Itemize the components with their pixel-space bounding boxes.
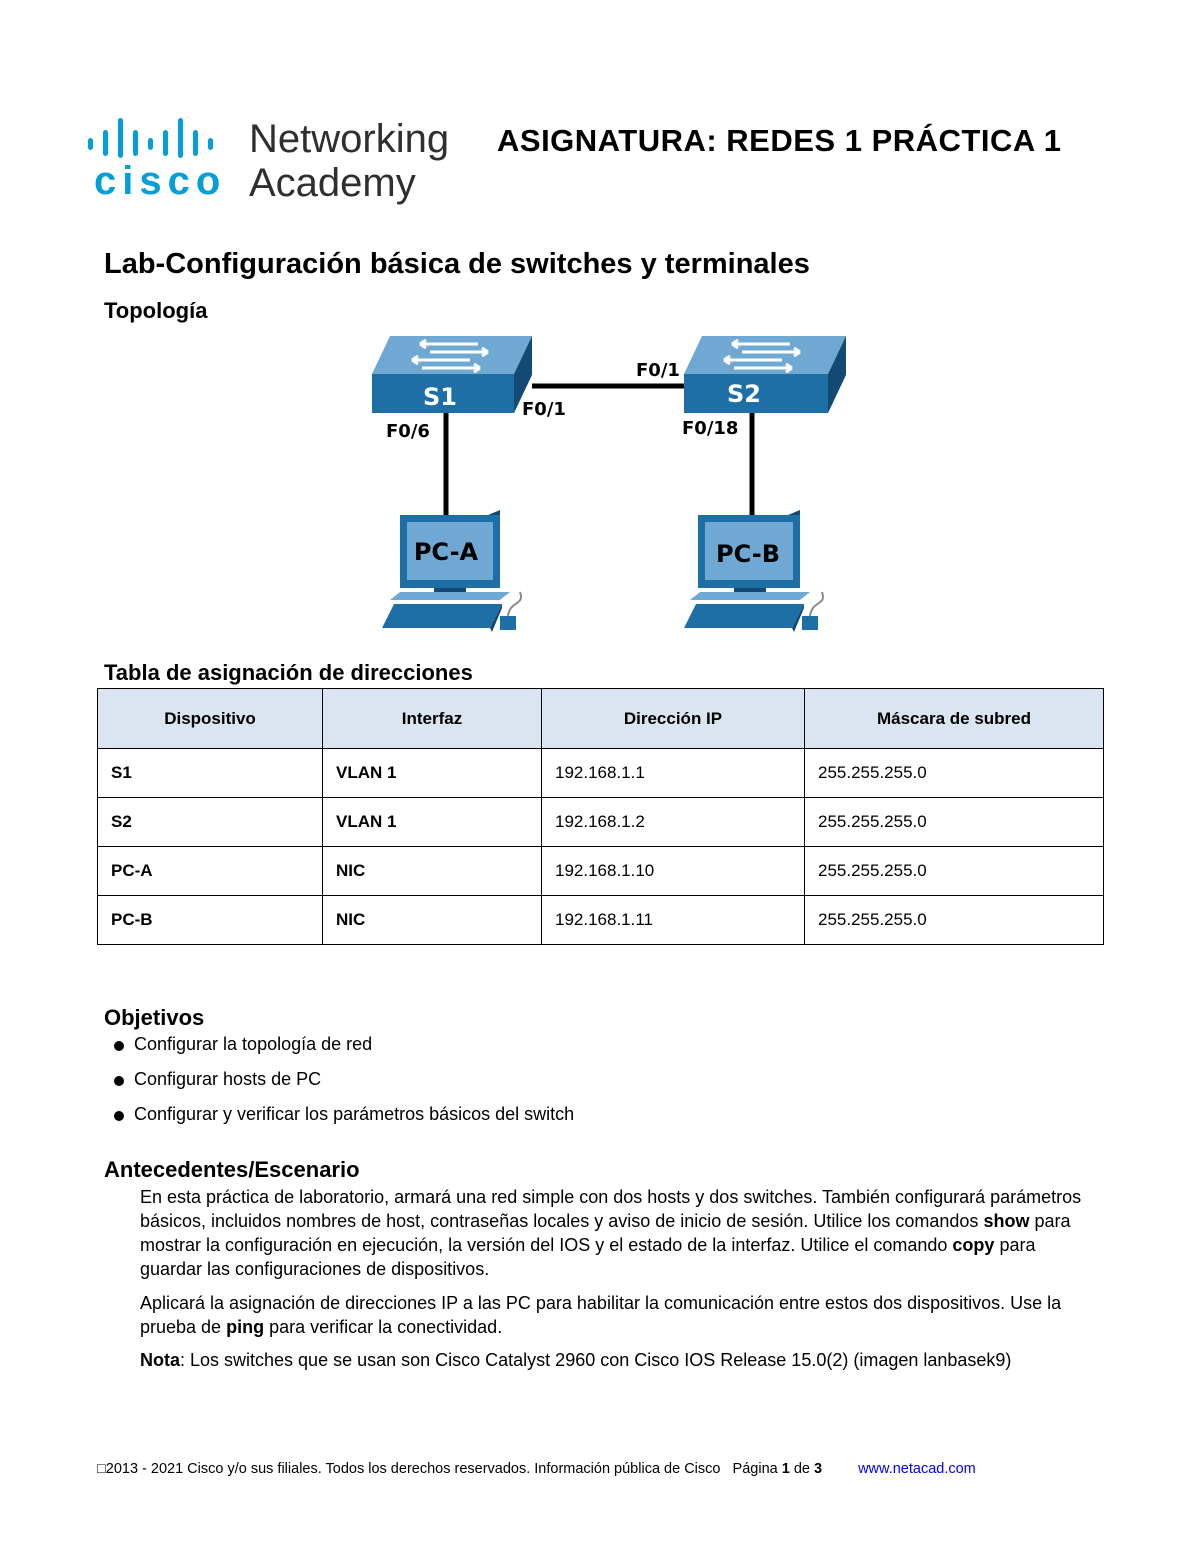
table-row xyxy=(98,798,1104,847)
netacad-link[interactable]: www.netacad.com xyxy=(858,1461,976,1477)
cell-mask: 255.255.255.0 xyxy=(805,749,1104,798)
switch-s1-label: S1 xyxy=(423,383,457,411)
switch-s1-icon xyxy=(372,336,532,413)
lab-title: Lab-Configuración básica de switches y terminales xyxy=(104,248,810,280)
cell-device: S2 xyxy=(98,798,323,847)
footer-page-prefix: Página xyxy=(732,1461,782,1477)
cisco-networking-academy-logo xyxy=(86,112,466,212)
command-copy: copy xyxy=(952,1235,995,1255)
cell-device: PC-A xyxy=(98,847,323,896)
objectives-heading: Objetivos xyxy=(104,1005,205,1030)
note-text: : Los switches que se usan son Cisco Catalyst 2960 con Cisco IOS Release 15.0(2) (imagen lanbasek9) xyxy=(180,1350,1012,1370)
text-run: En esta práctica de laboratorio, armará una red simple con dos hosts y dos switches. También configurará parámetros básicos, incluidos nombres de host, contraseñas locales y aviso de inicio de sesión. Utilice los comandos xyxy=(140,1187,1082,1231)
cell-device: S1 xyxy=(98,749,323,798)
table-row xyxy=(98,749,1104,798)
cell-ip: 192.168.1.2 xyxy=(542,798,805,847)
text-run: para mostrar la configuración en ejecución, la versión del IOS y el estado de la interfaz. Utilice el comando xyxy=(140,1211,1071,1255)
cell-device: PC-B xyxy=(98,896,323,945)
cisco-bars-icon xyxy=(88,118,213,158)
text-run: para guardar las configuraciones de dispositivos. xyxy=(140,1235,1036,1279)
column-header: Dirección IP xyxy=(542,689,805,749)
cell-interface: NIC xyxy=(323,847,542,896)
table-header-row xyxy=(98,689,1104,749)
cell-mask: 255.255.255.0 xyxy=(805,798,1104,847)
port-label-s1-s2: F0/1 xyxy=(522,399,566,420)
pc-b-icon xyxy=(684,510,823,632)
logo-line-networking: Networking xyxy=(249,117,450,161)
cisco-wordmark: cisco xyxy=(94,159,227,203)
address-table xyxy=(97,688,1104,945)
column-header: Interfaz xyxy=(323,689,542,749)
pc-b-label: PC-B xyxy=(715,540,781,568)
cell-interface: NIC xyxy=(323,896,542,945)
document-header-title: ASIGNATURA: REDES 1 PRÁCTICA 1 xyxy=(497,123,1062,158)
port-label-s2-pc: F0/18 xyxy=(682,418,739,439)
command-ping: ping xyxy=(226,1317,265,1337)
text-run: Aplicará la asignación de direcciones IP a las PC para habilitar la comunicación entre estos dos dispositivos. Use la prueba de xyxy=(140,1293,1062,1337)
text-run: para verificar la conectividad. xyxy=(264,1317,503,1337)
column-header: Máscara de subred xyxy=(805,689,1104,749)
page-footer xyxy=(97,1461,1097,1477)
background-paragraph-2 xyxy=(140,1291,1100,1339)
topology-diagram xyxy=(360,330,860,635)
port-label-s1-pc: F0/6 xyxy=(386,421,430,442)
switch-s2-label: S2 xyxy=(727,380,761,408)
command-show: show xyxy=(983,1211,1030,1231)
port-label-s2-s1: F0/1 xyxy=(636,360,680,381)
switch-s2-icon xyxy=(684,336,846,413)
note-label: Nota xyxy=(140,1350,180,1370)
background-paragraph-1 xyxy=(140,1185,1100,1281)
cell-ip: 192.168.1.1 xyxy=(542,749,805,798)
cell-ip: 192.168.1.11 xyxy=(542,896,805,945)
table-row xyxy=(98,896,1104,945)
cell-interface: VLAN 1 xyxy=(323,749,542,798)
logo-line-academy: Academy xyxy=(249,161,416,205)
note-paragraph xyxy=(140,1348,1100,1372)
cell-ip: 192.168.1.10 xyxy=(542,847,805,896)
footer-page-total: 3 xyxy=(814,1461,823,1477)
table-row xyxy=(98,847,1104,896)
list-item: Configurar la topología de red xyxy=(104,1030,574,1065)
footer-page-mid: de xyxy=(789,1461,814,1477)
list-item: Configurar hosts de PC xyxy=(104,1065,574,1100)
footer-page-number: 1 xyxy=(781,1461,790,1477)
cell-mask: 255.255.255.0 xyxy=(805,847,1104,896)
cell-mask: 255.255.255.0 xyxy=(805,896,1104,945)
topology-heading: Topología xyxy=(104,298,208,323)
list-item: Configurar y verificar los parámetros básicos del switch xyxy=(104,1100,574,1135)
pc-a-label: PC-A xyxy=(413,538,479,566)
background-heading: Antecedentes/Escenario xyxy=(104,1157,360,1182)
footer-copyright: □2013 - 2021 Cisco y/o sus filiales. Todos los derechos reservados. Información pública de Cisco xyxy=(97,1461,721,1477)
address-table-heading: Tabla de asignación de direcciones xyxy=(104,660,473,685)
cell-interface: VLAN 1 xyxy=(323,798,542,847)
objectives-list xyxy=(104,1030,574,1135)
pc-a-icon xyxy=(382,510,521,632)
column-header: Dispositivo xyxy=(98,689,323,749)
